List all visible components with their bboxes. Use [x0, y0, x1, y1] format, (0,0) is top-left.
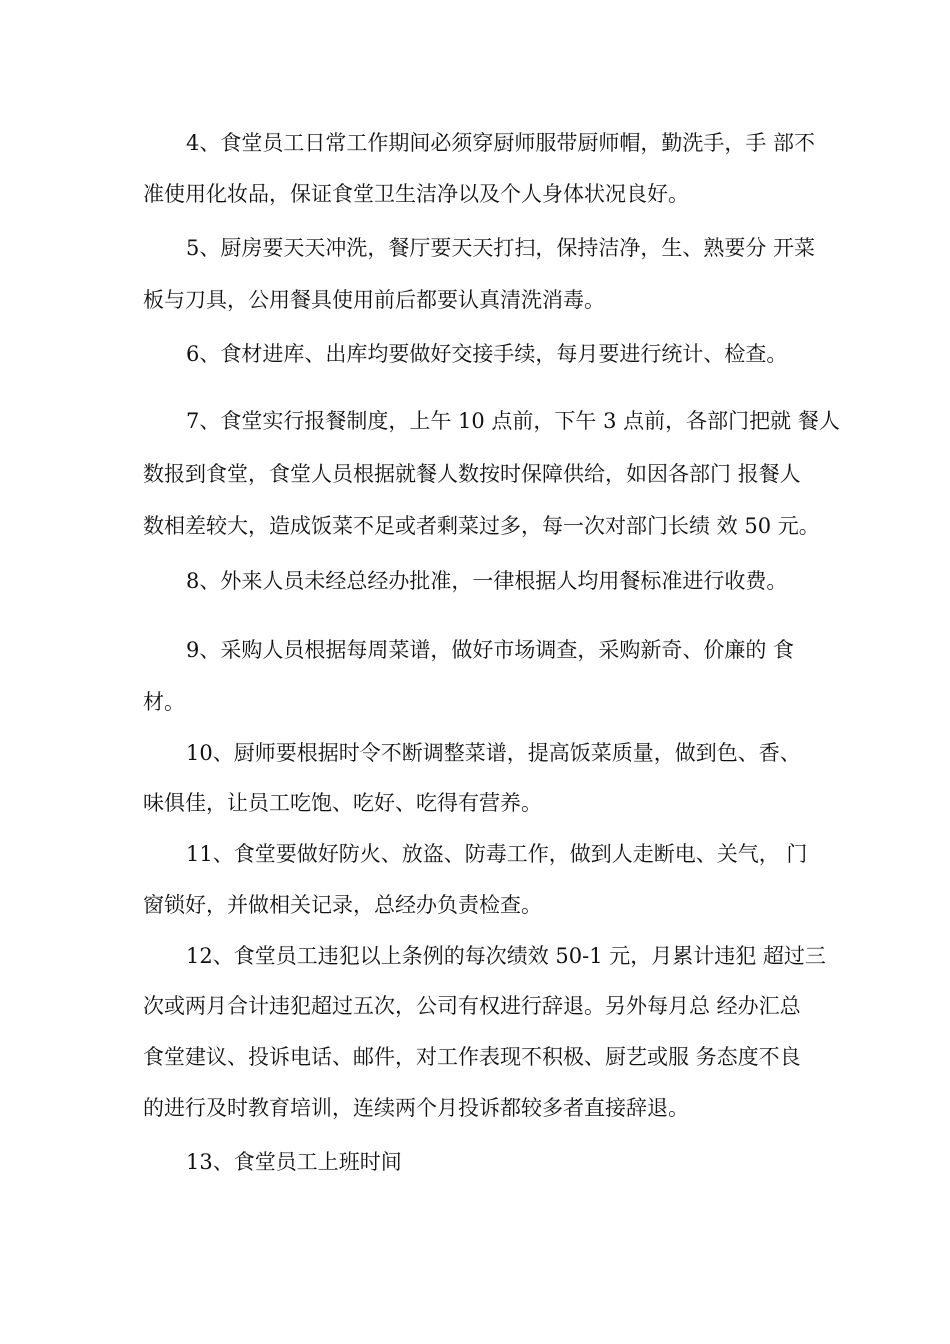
- paragraph-5-line-2: 板与刀具，公用餐具使用前后都要认真清洗消毒。: [143, 288, 605, 312]
- paragraph-10-line-1: 10、厨师要根据时令不断调整菜谱，提高饭菜质量，做到色、香、: [186, 741, 801, 765]
- paragraph-4-line-1: 4、食堂员工日常工作期间必须穿厨师服带厨师帽，勤洗手，手 部不: [186, 131, 816, 155]
- paragraph-12-line-1: 12、食堂员工违犯以上条例的每次绩效 50-1 元，月累计违犯 超过三: [186, 944, 826, 968]
- paragraph-8-line-1: 8、外来人员未经总经办批准，一律根据人均用餐标准进行收费。: [186, 569, 788, 593]
- paragraph-7-line-2: 数报到食堂，食堂人员根据就餐人数按时保障供给，如因各部门 报餐人: [143, 462, 801, 486]
- paragraph-12-line-4: 的进行及时教育培训，连续两个月投诉都较多者直接辞退。: [143, 1096, 689, 1120]
- paragraph-5-line-1: 5、厨房要天天冲洗，餐厅要天天打扫，保持洁净，生、熟要分 开菜: [186, 236, 816, 260]
- paragraph-9-line-2: 材。: [143, 690, 185, 714]
- paragraph-6-line-1: 6、食材进库、出库均要做好交接手续，每月要进行统计、检查。: [186, 342, 788, 366]
- paragraph-10-line-2: 味俱佳，让员工吃饱、吃好、吃得有营养。: [143, 791, 542, 815]
- paragraph-7-line-3: 数相差较大，造成饭菜不足或者剩菜过多，每一次对部门长绩 效 50 元。: [143, 514, 820, 538]
- paragraph-12-line-2: 次或两月合计违犯超过五次，公司有权进行辞退。另外每月总 经办汇总: [143, 994, 801, 1018]
- paragraph-13-line-1: 13、食堂员工上班时间: [186, 1150, 402, 1174]
- paragraph-11-line-1: 11、食堂要做好防火、放盗、防毒工作，做到人走断电、关气， 门: [186, 842, 808, 866]
- paragraph-7-line-1: 7、食堂实行报餐制度，上午 10 点前，下午 3 点前，各部门把就 餐人: [186, 409, 840, 433]
- paragraph-9-line-1: 9、采购人员根据每周菜谱，做好市场调查，采购新奇、价廉的 食: [186, 638, 795, 662]
- paragraph-11-line-2: 窗锁好，并做相关记录，总经办负责检查。: [143, 893, 542, 917]
- paragraph-4-line-2: 准使用化妆品，保证食堂卫生洁净以及个人身体状况良好。: [143, 182, 689, 206]
- paragraph-12-line-3: 食堂建议、投诉电话、邮件，对工作表现不积极、厨艺或服 务态度不良: [143, 1045, 801, 1069]
